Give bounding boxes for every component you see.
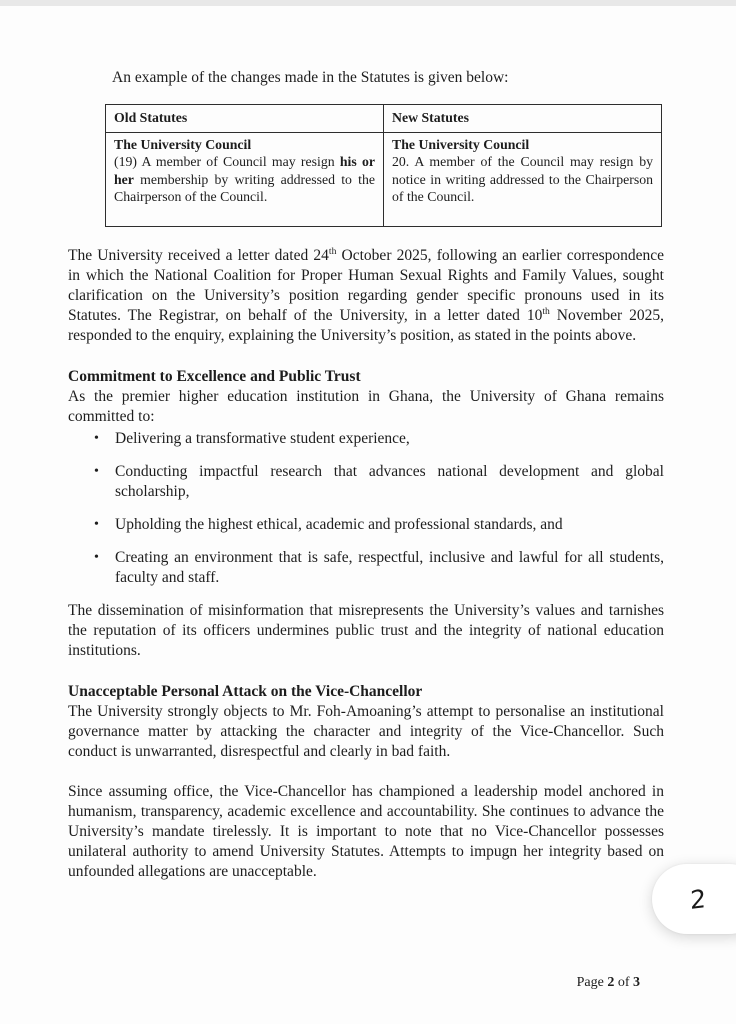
paragraph-dissemination: The dissemination of misinformation that misrepresents the University’s values and tarnishes the reputation of its officers undermines public trust and the integrity of national education institutions.	[68, 601, 664, 659]
scroll-page-badge[interactable]	[652, 864, 736, 934]
document-page	[0, 6, 736, 882]
new-statutes-cell	[384, 132, 662, 226]
paragraph-letter: The University received a letter dated 24th October 2025, following an earlier correspondence in which the National Coalition for Proper Human Sexual Rights and Family Values, sought clarification on the University’s position regarding gender specific pronouns used in its Statutes. The Registrar, on behalf of the University, in a letter dated 10th November 2025, responded to the enquiry, explaining the University’s position, as stated in the points above.	[68, 245, 664, 344]
bullet-item: • Upholding the highest ethical, academic and professional standards, and	[68, 515, 664, 535]
bullet-item: • Delivering a transformative student experience,	[68, 429, 664, 449]
page-number-footer: Page 2 of 3	[576, 975, 640, 990]
old-cell-body: (19) A member of Council may resign his or her membership by writing addressed to the Chairperson of the Council.	[114, 154, 375, 205]
paragraph-commitment-lead: As the premier higher education institution in Ghana, the University of Ghana remains committed to:	[68, 387, 664, 425]
heading-commitment: Commitment to Excellence and Public Trust	[68, 367, 361, 385]
paragraph-objection: The University strongly objects to Mr. Foh-Amoaning’s attempt to personalise an institutional governance matter by attacking the character and integrity of the Vice-Chancellor. Such conduct is unwarranted, disrespectful and clearly in bad faith.	[68, 702, 664, 760]
old-statutes-header: Old Statutes	[106, 105, 384, 133]
statutes-comparison-table	[105, 104, 662, 227]
old-statutes-cell	[106, 132, 384, 226]
new-statutes-header: New Statutes	[384, 105, 662, 133]
bullet-item: • Creating an environment that is safe, respectful, inclusive and lawful for all students, faculty and staff.	[68, 548, 664, 588]
intro-line: An example of the changes made in the Statutes is given below:	[112, 69, 509, 86]
bullet-item: • Conducting impactful research that advances national development and global scholarship,	[68, 462, 664, 502]
paragraph-leadership: Since assuming office, the Vice-Chancellor has championed a leadership model anchored in humanism, transparency, academic excellence and accountability. She continues to advance the University’s mandate tirelessly. It is important to note that no Vice-Chancellor possesses unilateral authority to amend University Statutes. Attempts to impugn her integrity based on unfounded allegations are unacceptable.	[68, 782, 664, 880]
commitment-bullet-list	[68, 429, 664, 588]
table-header-row	[106, 105, 662, 133]
old-cell-title: The University Council	[114, 136, 252, 152]
scroll-page-number: 2	[689, 883, 707, 915]
table-row	[106, 132, 662, 226]
heading-attack: Unacceptable Personal Attack on the Vice-Chancellor	[68, 682, 423, 700]
new-cell-title: The University Council	[392, 136, 530, 152]
new-cell-body: 20. A member of the Council may resign by notice in writing addressed to the Chairperson of the Council.	[392, 154, 653, 205]
